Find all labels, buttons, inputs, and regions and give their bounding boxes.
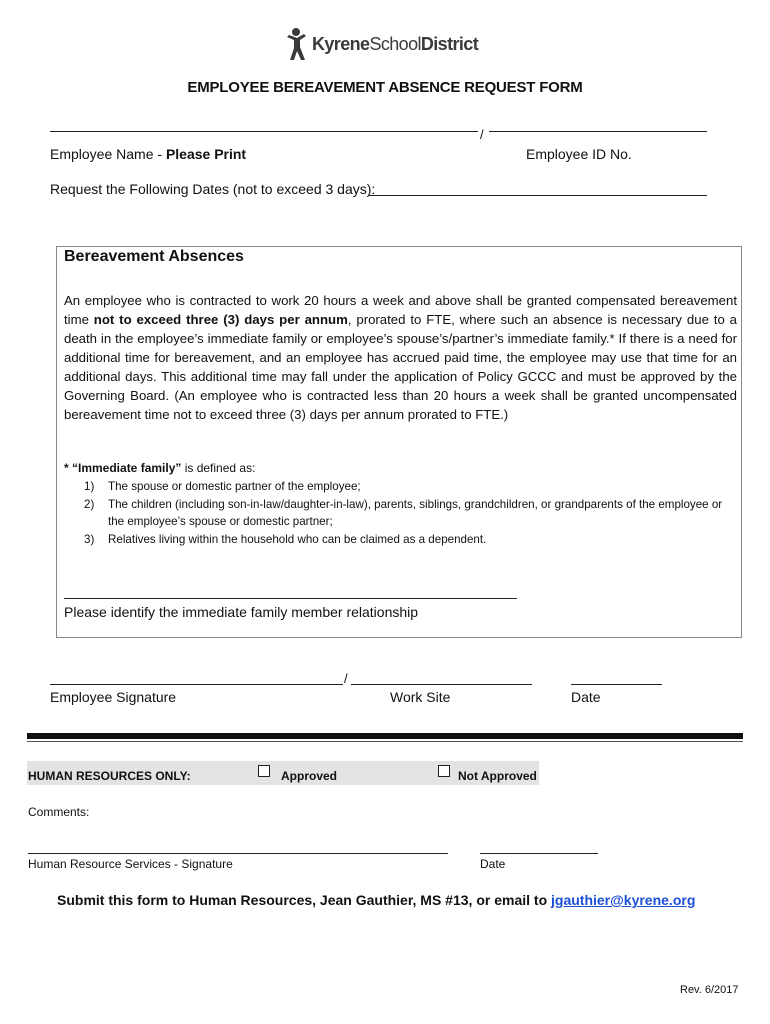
section-divider-thin [27,741,743,742]
employee-signature-label: Employee Signature [50,689,177,705]
list-item: 2) The children (including son-in-law/daughter-in-law), parents, siblings, grandchildren, or grandparents of the employee or the employee’s spouse or domestic partner; [84,497,723,528]
employee-signature-field[interactable] [50,684,343,685]
list-item: 1) The spouse or domestic partner of the employee; [84,480,361,493]
section-divider-thick [27,733,743,739]
immediate-family-list [84,478,724,548]
approved-label: Approved [281,769,338,783]
comments-label: Comments: [28,805,90,819]
hr-date-label: Date [480,857,506,871]
employee-date-label: Date [571,689,601,705]
signature-site-separator: / [344,671,348,686]
hr-date-field[interactable] [480,853,598,854]
logo-text: KyreneSchoolDistrict [312,33,479,54]
employee-date-field[interactable] [571,684,662,685]
hr-signature-field[interactable] [28,853,448,854]
hr-signature-label: Human Resource Services - Signature [28,857,233,871]
revision-date: Rev. 6/2017 [680,984,739,996]
employee-id-label: Employee ID No. [526,146,632,162]
not-approved-label: Not Approved [458,769,537,783]
request-dates-label: Request the Following Dates (not to exceed 3 days): [50,181,376,197]
form-title: EMPLOYEE BEREAVEMENT ABSENCE REQUEST FORM [187,79,583,96]
not-approved-checkbox[interactable] [438,765,450,777]
list-item: 3) Relatives living within the household who can be claimed as a dependent. [84,532,487,546]
employee-id-field[interactable] [489,131,707,132]
relationship-field[interactable] [64,598,517,599]
bereavement-heading: Bereavement Absences [64,248,244,265]
approved-checkbox[interactable] [258,765,270,777]
submit-instructions: Submit this form to Human Resources, Jean Gauthier, MS #13, or email to jgauthier@kyrene.org [57,892,696,908]
request-dates-field[interactable] [368,195,707,196]
employee-name-label: Employee Name - Please Print [50,146,247,162]
name-id-separator: / [480,127,484,142]
relationship-label: Please identify the immediate family member relationship [64,604,419,620]
immediate-family-definition: * “Immediate family” is defined as: [64,461,256,475]
hr-email-link[interactable]: jgauthier@kyrene.org [551,892,696,908]
person-logo-icon [284,27,308,61]
work-site-label: Work Site [390,689,451,705]
bereavement-policy-text: An employee who is contracted to work 20 hours a week and above shall be granted compensated bereavement time not to exceed three (3) days per annum, prorated to FTE, where such an absence is necessary due to a death in the employee’s immediate family or employee’s spouse’s/partner’s immediate family.* If there is a need for additional time for bereavement, and an employee has accrued paid time, the employee may use that time for an additional days. This additional time may fall under the application of Policy GCCC and must be approved by the Governing Board. (An employee who is contracted less than 20 hours a week shall be granted uncompensated bereavement time not to exceed three (3) days per annum prorated to FTE.) [64,293,737,422]
hr-only-label: HUMAN RESOURCES ONLY: [28,769,191,783]
work-site-field[interactable] [351,684,532,685]
district-logo [284,26,478,62]
employee-name-field[interactable] [50,131,478,132]
